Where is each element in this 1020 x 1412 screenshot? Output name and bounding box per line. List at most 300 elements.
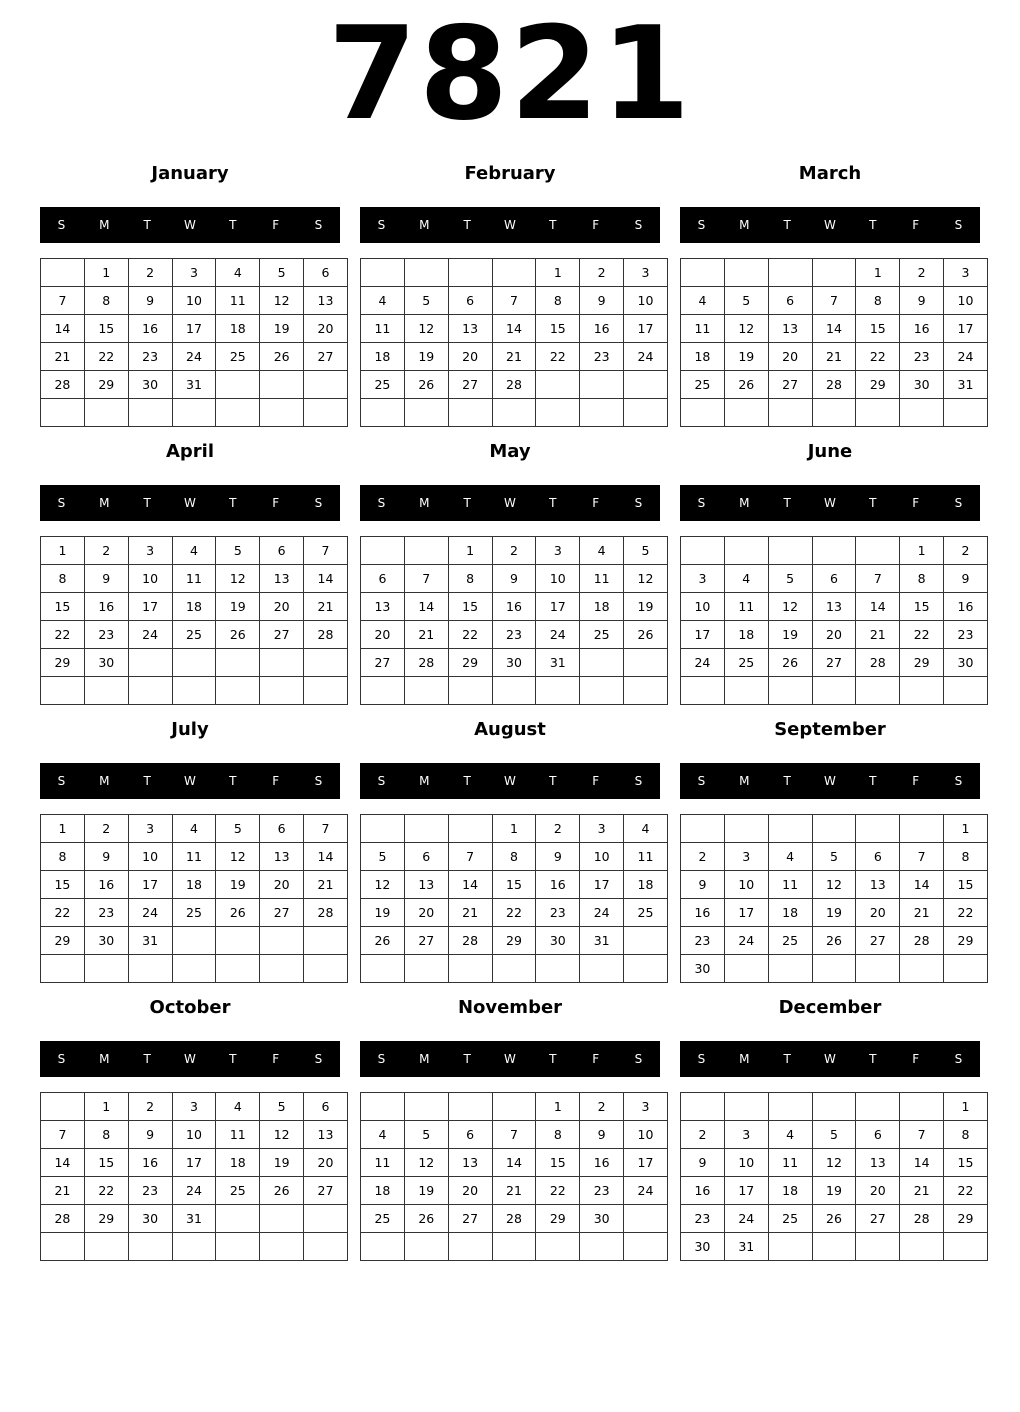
day-cell: [536, 371, 580, 399]
weekday-label: W: [824, 496, 836, 510]
day-cell: [944, 399, 988, 427]
day-cell: 2: [900, 259, 944, 287]
day-cell: [404, 1233, 448, 1261]
week-row: [681, 399, 988, 427]
weekday-header: [40, 485, 340, 521]
day-cell: 25: [768, 927, 812, 955]
day-cell: 14: [304, 565, 348, 593]
weekday-label: F: [272, 218, 280, 232]
day-cell: 6: [812, 565, 856, 593]
day-cell: 1: [536, 259, 580, 287]
day-cell: 4: [361, 1121, 405, 1149]
day-cell: 5: [404, 1121, 448, 1149]
day-cell: 17: [172, 315, 216, 343]
day-cell: 13: [260, 565, 304, 593]
day-cell: 15: [41, 593, 85, 621]
day-cell: [724, 955, 768, 983]
weekday-label: T: [783, 496, 791, 510]
week-row: [41, 927, 348, 955]
day-cell: 2: [492, 537, 536, 565]
day-cell: 17: [128, 593, 172, 621]
day-cell: 26: [216, 621, 260, 649]
day-cell: [304, 1233, 348, 1261]
day-cell: 22: [41, 621, 85, 649]
day-cell: [361, 399, 405, 427]
day-cell: [128, 955, 172, 983]
weekday-label: T: [229, 496, 237, 510]
month-name: June: [807, 441, 853, 462]
day-cell: [900, 399, 944, 427]
day-cell: [448, 1233, 492, 1261]
day-cell: 19: [624, 593, 668, 621]
week-row: [41, 287, 348, 315]
day-cell: 24: [724, 1205, 768, 1233]
day-cell: [681, 259, 725, 287]
weekday-label: T: [549, 1052, 557, 1066]
day-cell: 10: [724, 1149, 768, 1177]
day-cell: 10: [624, 287, 668, 315]
day-cell: 31: [172, 1205, 216, 1233]
day-cell: [84, 1233, 128, 1261]
weekday-label: T: [783, 1052, 791, 1066]
day-cell: [361, 259, 405, 287]
day-cell: 8: [448, 565, 492, 593]
day-cell: [812, 1233, 856, 1261]
week-row: [681, 315, 988, 343]
day-cell: [856, 955, 900, 983]
day-cell: 18: [361, 343, 405, 371]
weekday-label: S: [57, 218, 66, 232]
weekday-label: S: [954, 774, 963, 788]
day-cell: 5: [404, 287, 448, 315]
day-cell: 25: [361, 1205, 405, 1233]
weekday-label: T: [143, 1052, 151, 1066]
weekday-header: [680, 763, 980, 799]
day-cell: 21: [492, 1177, 536, 1205]
day-cell: 30: [492, 649, 536, 677]
day-cell: [404, 399, 448, 427]
day-cell: 21: [304, 593, 348, 621]
day-cell: [304, 1205, 348, 1233]
day-cell: 4: [580, 537, 624, 565]
week-row: [681, 1093, 988, 1121]
day-cell: 23: [128, 1177, 172, 1205]
week-row: [681, 1233, 988, 1261]
day-cell: 18: [216, 1149, 260, 1177]
day-cell: 9: [681, 871, 725, 899]
week-row: [361, 677, 668, 705]
day-cell: 9: [580, 287, 624, 315]
week-row: [681, 371, 988, 399]
day-cell: 2: [84, 537, 128, 565]
day-cell: 26: [768, 649, 812, 677]
day-cell: 11: [216, 1121, 260, 1149]
weekday-label: F: [912, 774, 920, 788]
day-grid: [40, 536, 348, 705]
day-cell: 9: [536, 843, 580, 871]
day-cell: 3: [724, 1121, 768, 1149]
day-cell: 23: [681, 927, 725, 955]
week-row: [681, 927, 988, 955]
day-cell: 18: [768, 1177, 812, 1205]
day-cell: 22: [944, 1177, 988, 1205]
day-cell: [404, 1093, 448, 1121]
week-row: [41, 815, 348, 843]
day-cell: 24: [172, 1177, 216, 1205]
day-cell: 22: [84, 343, 128, 371]
day-cell: 27: [812, 649, 856, 677]
weekday-label: S: [954, 1052, 963, 1066]
day-cell: [361, 955, 405, 983]
day-cell: 23: [580, 343, 624, 371]
day-cell: 6: [260, 815, 304, 843]
weekday-label: W: [184, 1052, 196, 1066]
day-cell: 19: [404, 1177, 448, 1205]
day-cell: 19: [260, 1149, 304, 1177]
day-cell: 22: [492, 899, 536, 927]
week-row: [361, 1093, 668, 1121]
day-cell: [856, 815, 900, 843]
week-row: [361, 927, 668, 955]
day-cell: 11: [580, 565, 624, 593]
weekday-label: T: [869, 496, 877, 510]
weekday-header: [40, 1041, 340, 1077]
weekday-label: W: [184, 774, 196, 788]
day-cell: [624, 1233, 668, 1261]
day-cell: 24: [580, 899, 624, 927]
day-cell: 6: [448, 287, 492, 315]
day-cell: 22: [448, 621, 492, 649]
day-cell: 13: [404, 871, 448, 899]
day-cell: 19: [216, 593, 260, 621]
day-cell: [900, 955, 944, 983]
day-cell: [304, 399, 348, 427]
day-cell: 25: [724, 649, 768, 677]
weekday-label: T: [549, 774, 557, 788]
day-cell: 25: [624, 899, 668, 927]
day-cell: 28: [448, 927, 492, 955]
day-cell: 22: [41, 899, 85, 927]
weekday-label: S: [954, 218, 963, 232]
day-grid: [40, 258, 348, 427]
day-cell: [216, 649, 260, 677]
day-cell: [624, 927, 668, 955]
day-cell: [216, 371, 260, 399]
day-cell: 30: [944, 649, 988, 677]
day-cell: 12: [361, 871, 405, 899]
day-cell: [128, 399, 172, 427]
day-cell: [128, 677, 172, 705]
day-cell: 25: [681, 371, 725, 399]
day-cell: 30: [128, 1205, 172, 1233]
day-cell: 23: [944, 621, 988, 649]
day-cell: 12: [812, 1149, 856, 1177]
month-name: January: [151, 163, 229, 184]
day-cell: 7: [900, 1121, 944, 1149]
weekday-label: T: [549, 218, 557, 232]
weekday-header: [680, 207, 980, 243]
week-row: [361, 593, 668, 621]
week-row: [361, 371, 668, 399]
day-cell: 8: [536, 287, 580, 315]
day-cell: 29: [448, 649, 492, 677]
day-cell: 7: [41, 287, 85, 315]
day-cell: 15: [944, 871, 988, 899]
weekday-label: S: [377, 774, 386, 788]
day-cell: [448, 955, 492, 983]
day-cell: 22: [536, 1177, 580, 1205]
day-cell: 6: [856, 1121, 900, 1149]
day-cell: 16: [492, 593, 536, 621]
day-cell: 9: [900, 287, 944, 315]
week-row: [681, 1177, 988, 1205]
day-cell: 31: [580, 927, 624, 955]
weekday-label: T: [143, 774, 151, 788]
day-cell: 7: [304, 815, 348, 843]
day-cell: 11: [361, 1149, 405, 1177]
day-cell: 12: [812, 871, 856, 899]
day-cell: 1: [944, 1093, 988, 1121]
day-cell: 20: [260, 871, 304, 899]
week-row: [681, 815, 988, 843]
month-name: March: [798, 163, 862, 184]
day-cell: [41, 955, 85, 983]
day-cell: 30: [84, 649, 128, 677]
day-cell: [172, 677, 216, 705]
day-grid: [360, 258, 668, 427]
weekday-label: T: [549, 496, 557, 510]
day-cell: 8: [84, 287, 128, 315]
weekday-label: T: [463, 1052, 471, 1066]
day-cell: [768, 1093, 812, 1121]
month-name: July: [171, 719, 209, 740]
day-cell: 12: [404, 1149, 448, 1177]
day-cell: 3: [624, 259, 668, 287]
day-cell: 6: [260, 537, 304, 565]
weekday-label: T: [463, 774, 471, 788]
week-row: [41, 899, 348, 927]
day-cell: 20: [856, 899, 900, 927]
day-cell: 16: [900, 315, 944, 343]
day-cell: 3: [624, 1093, 668, 1121]
day-cell: 6: [856, 843, 900, 871]
day-cell: 16: [84, 593, 128, 621]
day-cell: 16: [84, 871, 128, 899]
day-cell: [900, 677, 944, 705]
day-cell: [404, 815, 448, 843]
week-row: [41, 343, 348, 371]
day-cell: 21: [900, 1177, 944, 1205]
weekday-label: S: [57, 496, 66, 510]
day-cell: 6: [304, 1093, 348, 1121]
day-cell: 2: [84, 815, 128, 843]
day-cell: 5: [361, 843, 405, 871]
week-row: [361, 621, 668, 649]
day-cell: 1: [944, 815, 988, 843]
day-cell: [724, 259, 768, 287]
month-name: April: [165, 441, 215, 462]
day-cell: 20: [404, 899, 448, 927]
day-cell: 19: [216, 871, 260, 899]
day-cell: 7: [856, 565, 900, 593]
day-cell: 9: [580, 1121, 624, 1149]
day-cell: 22: [536, 343, 580, 371]
day-cell: 19: [812, 899, 856, 927]
week-row: [41, 1149, 348, 1177]
weekday-label: T: [869, 774, 877, 788]
day-cell: 28: [856, 649, 900, 677]
year-title: 7821: [327, 0, 693, 149]
day-cell: 4: [624, 815, 668, 843]
day-cell: 22: [84, 1177, 128, 1205]
day-grid: [680, 814, 988, 983]
day-cell: [41, 1233, 85, 1261]
day-cell: 17: [624, 1149, 668, 1177]
day-cell: 26: [260, 343, 304, 371]
day-cell: [812, 815, 856, 843]
weekday-header: [360, 207, 660, 243]
day-cell: 28: [41, 371, 85, 399]
day-cell: 28: [812, 371, 856, 399]
day-cell: 28: [900, 1205, 944, 1233]
day-cell: [304, 927, 348, 955]
day-cell: 24: [128, 621, 172, 649]
day-cell: 16: [681, 899, 725, 927]
day-cell: 14: [492, 1149, 536, 1177]
day-cell: [768, 537, 812, 565]
day-cell: 21: [448, 899, 492, 927]
day-cell: [812, 677, 856, 705]
week-row: [41, 843, 348, 871]
day-cell: [536, 399, 580, 427]
day-cell: 17: [128, 871, 172, 899]
day-cell: 15: [84, 315, 128, 343]
week-row: [681, 871, 988, 899]
weekday-label: F: [912, 1052, 920, 1066]
day-cell: 8: [856, 287, 900, 315]
day-cell: [580, 677, 624, 705]
day-cell: [304, 649, 348, 677]
weekday-header: [40, 207, 340, 243]
day-cell: 20: [768, 343, 812, 371]
day-cell: 11: [172, 843, 216, 871]
day-cell: 31: [128, 927, 172, 955]
day-cell: 16: [580, 315, 624, 343]
weekday-label: S: [634, 774, 643, 788]
week-row: [41, 315, 348, 343]
day-cell: [768, 259, 812, 287]
week-row: [681, 899, 988, 927]
weekday-label: T: [869, 1052, 877, 1066]
day-cell: [856, 399, 900, 427]
day-cell: 27: [304, 343, 348, 371]
weekday-label: F: [592, 774, 600, 788]
day-cell: [361, 1093, 405, 1121]
day-cell: [492, 259, 536, 287]
day-cell: 14: [856, 593, 900, 621]
weekday-label: M: [739, 496, 750, 510]
week-row: [361, 259, 668, 287]
day-cell: [724, 537, 768, 565]
day-cell: 19: [724, 343, 768, 371]
day-cell: 19: [768, 621, 812, 649]
day-cell: 23: [84, 899, 128, 927]
day-cell: 3: [724, 843, 768, 871]
day-cell: 1: [492, 815, 536, 843]
day-cell: 14: [41, 1149, 85, 1177]
day-cell: [768, 399, 812, 427]
day-cell: 28: [404, 649, 448, 677]
day-cell: [580, 1233, 624, 1261]
weekday-label: F: [592, 1052, 600, 1066]
day-cell: 29: [944, 927, 988, 955]
day-cell: 16: [536, 871, 580, 899]
weekday-header: [360, 763, 660, 799]
day-cell: [260, 371, 304, 399]
day-cell: 3: [944, 259, 988, 287]
day-cell: [768, 955, 812, 983]
day-cell: 18: [724, 621, 768, 649]
day-cell: 30: [580, 1205, 624, 1233]
weekday-label: T: [143, 218, 151, 232]
week-row: [361, 1177, 668, 1205]
day-cell: [304, 955, 348, 983]
week-row: [681, 287, 988, 315]
day-cell: 15: [856, 315, 900, 343]
day-cell: [624, 955, 668, 983]
week-row: [41, 871, 348, 899]
day-cell: 4: [768, 843, 812, 871]
day-cell: [260, 677, 304, 705]
day-cell: 13: [304, 1121, 348, 1149]
day-cell: 13: [856, 871, 900, 899]
weekday-label: T: [143, 496, 151, 510]
weekday-label: W: [184, 218, 196, 232]
day-cell: 5: [812, 843, 856, 871]
day-cell: 5: [768, 565, 812, 593]
day-cell: 27: [856, 927, 900, 955]
day-cell: 29: [900, 649, 944, 677]
day-cell: 17: [536, 593, 580, 621]
day-cell: 20: [361, 621, 405, 649]
day-cell: 23: [492, 621, 536, 649]
day-cell: 10: [128, 565, 172, 593]
month-name: August: [474, 719, 546, 740]
day-cell: 16: [944, 593, 988, 621]
week-row: [41, 955, 348, 983]
day-cell: 18: [172, 593, 216, 621]
day-cell: 17: [724, 1177, 768, 1205]
day-cell: 1: [856, 259, 900, 287]
day-cell: 27: [404, 927, 448, 955]
day-cell: 8: [84, 1121, 128, 1149]
week-row: [361, 1121, 668, 1149]
day-cell: 19: [260, 315, 304, 343]
day-cell: 5: [724, 287, 768, 315]
day-cell: 20: [448, 1177, 492, 1205]
day-cell: [172, 955, 216, 983]
day-cell: [812, 399, 856, 427]
day-cell: 14: [900, 1149, 944, 1177]
day-cell: 7: [492, 287, 536, 315]
weekday-label: M: [419, 1052, 430, 1066]
week-row: [361, 899, 668, 927]
day-cell: 22: [944, 899, 988, 927]
day-cell: 4: [216, 259, 260, 287]
week-row: [41, 1093, 348, 1121]
weekday-label: T: [869, 218, 877, 232]
day-cell: 10: [944, 287, 988, 315]
